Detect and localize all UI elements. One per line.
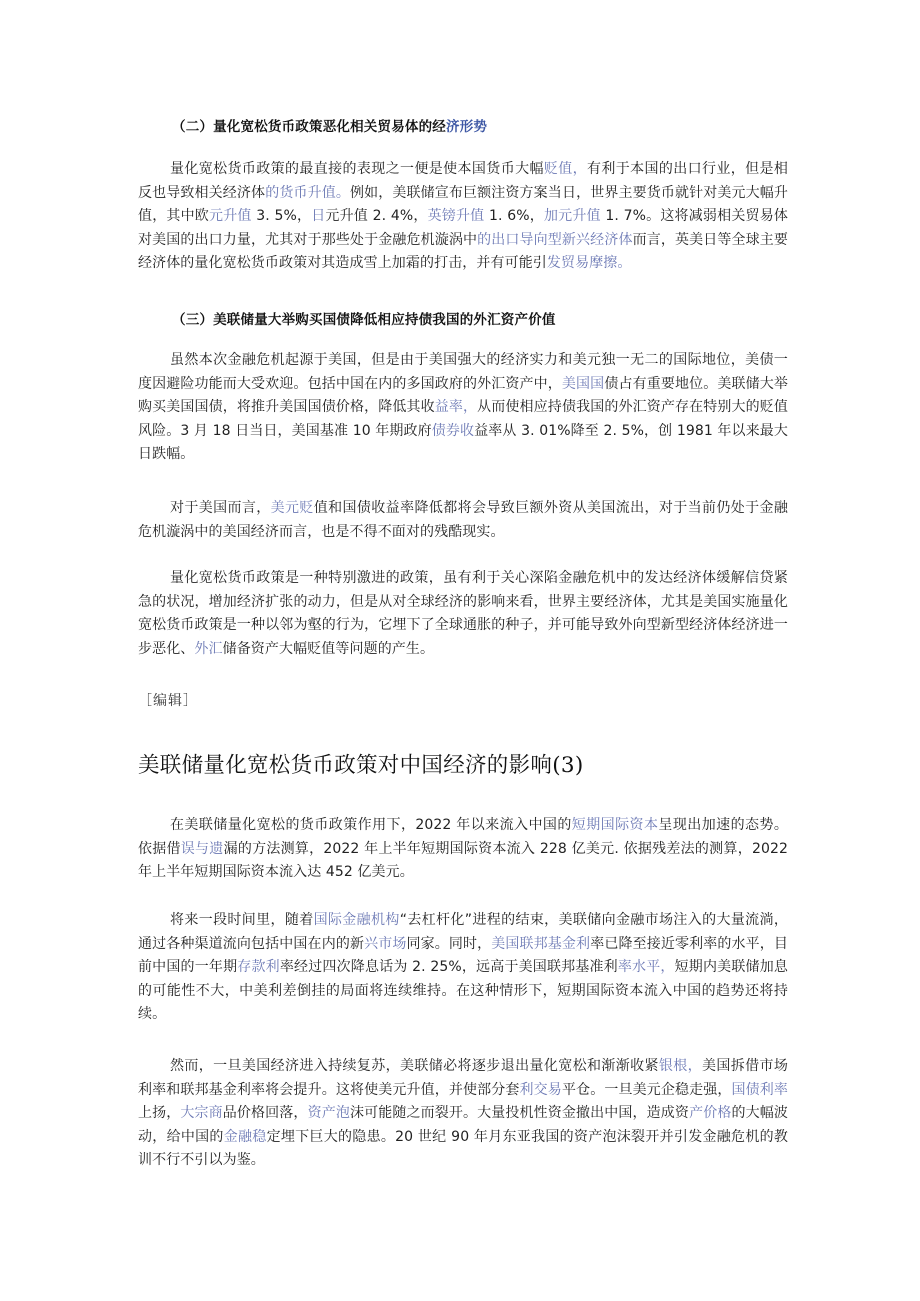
link[interactable]: 资产泡 [307, 1105, 350, 1121]
link[interactable]: 短期国际资本 [571, 817, 659, 833]
link[interactable]: 存款利 [237, 959, 280, 975]
paragraph: 量化宽松货币政策是一种特别激进的政策，虽有利于关心深陷金融危机中的发达经济体缓解信贷紧急的状况，增加经济扩张的动力，但是从对全球经济的影响来看，世界主要经济体，尤其是美国实施量化宽松货币政策是一种以邻为壑的行为，它埋下了全球通胀的种子，并可能导致外向型新型经济体经济进一步恶化、外汇储备资产大幅贬值等问题的产生。 [138, 570, 788, 657]
link[interactable]: 加元升值 [543, 208, 601, 224]
link[interactable]: 的货币升值。 [265, 184, 350, 201]
link[interactable]: 日 [311, 208, 326, 224]
link[interactable]: 美国联邦基金利 [491, 935, 591, 952]
link-economic-situation[interactable]: 济形势 [446, 119, 488, 135]
link[interactable]: 美国国 [561, 375, 605, 392]
paragraph: 虽然本次金融危机起源于美国，但是由于美国强大的经济实力和美元独一无二的国际地位，美债一度因避险功能而大受欢迎。包括中国在内的多国政府的外汇资产中，美国国债占有重要地位。美联储大举购买美国国债，将推升美国国债价格，降低其收益率，从而使相应持债我国的外汇资产存在特别大的贬值风险。3 月 18 日当日，美国基准 10 年期政府债券收益率从 3. 01%降至 2. 5%，创 1981 年以来最大日跌幅。 [138, 352, 788, 462]
paragraph: 对于美国而言，美元贬值和国债收益率降低都将会导致巨额外资从美国流出，对于当前仍处于金融危机漩涡中的美国经济而言，也是不得不面对的残酷现实。 [138, 500, 788, 540]
link[interactable]: 美元贬 [270, 500, 314, 516]
link[interactable]: 外汇 [194, 640, 223, 657]
link[interactable]: 元升值 [209, 208, 252, 224]
link[interactable]: 发贸易摩擦。 [546, 255, 632, 271]
section-heading-2: （二）量化宽松货币政策恶化相关贸易体的经济形势 [172, 119, 488, 135]
link[interactable]: 误与遗 [180, 840, 224, 857]
link[interactable]: 兴市场 [364, 935, 407, 952]
link[interactable]: 金融稳 [223, 1128, 267, 1145]
link[interactable]: 率水平， [617, 959, 675, 975]
link[interactable]: 国际金融机构 [313, 912, 400, 928]
link[interactable]: 益率， [434, 399, 478, 415]
paragraph: 将来一段时间里，随着国际金融机构“去杠杆化”进程的结束，美联储向金融市场注入的大量流淌，通过各种渠道流向包括中国在内的新兴市场同家。同时，美国联邦基金利率已降至接近零利率的水平，目前中国的一年期存款利率经过四次降息话为 2. 25%，远高于美国联邦基准利率水平，短期内美联储加息的可能性不大，中美利差倒挂的局面将连续维持。在这种情形下，短期国际资本流入中国的趋势还将持续。 [138, 912, 789, 1022]
link[interactable]: 贬值， [543, 161, 587, 177]
link[interactable]: 债券收 [431, 422, 475, 439]
link[interactable]: 英镑升值 [427, 208, 485, 224]
paragraph: 然而，一旦美国经济进入持续复苏，美联储必将逐步退出量化宽松和渐渐收紧银根，美国拆借市场利率和联邦基金利率将会提升。这将使美元升值，并使部分套利交易平仓。一旦美元企稳走强，国债利率上扬，大宗商品价格回落，资产泡沫可能随之而裂开。大量投机性资金撤出中国，造成资产价格的大幅波动，给中国的金融稳定埋下巨大的隐患。20 世纪 90 年月东亚我国的资产泡沫裂开并引发金融危机的教训不行不引以为鉴。 [138, 1058, 789, 1168]
section-title: 美联储量化宽松货币政策对中国经济的影响(3) [138, 753, 584, 778]
link[interactable]: 银根， [658, 1058, 702, 1074]
link[interactable]: 国债利率 [731, 1081, 789, 1098]
section-heading-3: （三）美联储量大举购买国债降低相应持债我国的外汇资产价值 [172, 312, 556, 328]
link[interactable]: 的出口导向型新兴经济体 [477, 231, 633, 248]
edit-link[interactable]: ［编辑］ [138, 693, 198, 709]
link[interactable]: 产价格 [689, 1105, 732, 1121]
link[interactable]: 利交易 [519, 1081, 562, 1098]
link[interactable]: 大宗商 [180, 1105, 223, 1121]
paragraph: 在美联储量化宽松的货币政策作用下，2022 年以来流入中国的短期国际资本呈现出加速的态势。依据借误与遗漏的方法测算，2022 年上半年短期国际资本流入 228 亿美元. 依据残差法的测算，2022 年上半年短期国际资本流入达 452 亿美元。 [138, 817, 789, 880]
paragraph: 量化宽松货币政策的最直接的表现之一便是使本国货币大幅贬值，有利于本国的出口行业，但是相反也导致相关经济体的货币升值。例如，美联储宣布巨额注资方案当日，世界主要货币就针对美元大幅升值，其中欧元升值 3. 5%，日元升值 2. 4%，英镑升值 1. 6%，加元升值 1. 7%。这将减弱相关贸易体对美国的出口力量，尤其对于那些处于金融危机漩涡中的出口导向型新兴经济体而言，英美日等全球主要经济体的量化宽松货币政策对其造成雪上加霜的打击，并有可能引发贸易摩擦。 [138, 161, 789, 271]
